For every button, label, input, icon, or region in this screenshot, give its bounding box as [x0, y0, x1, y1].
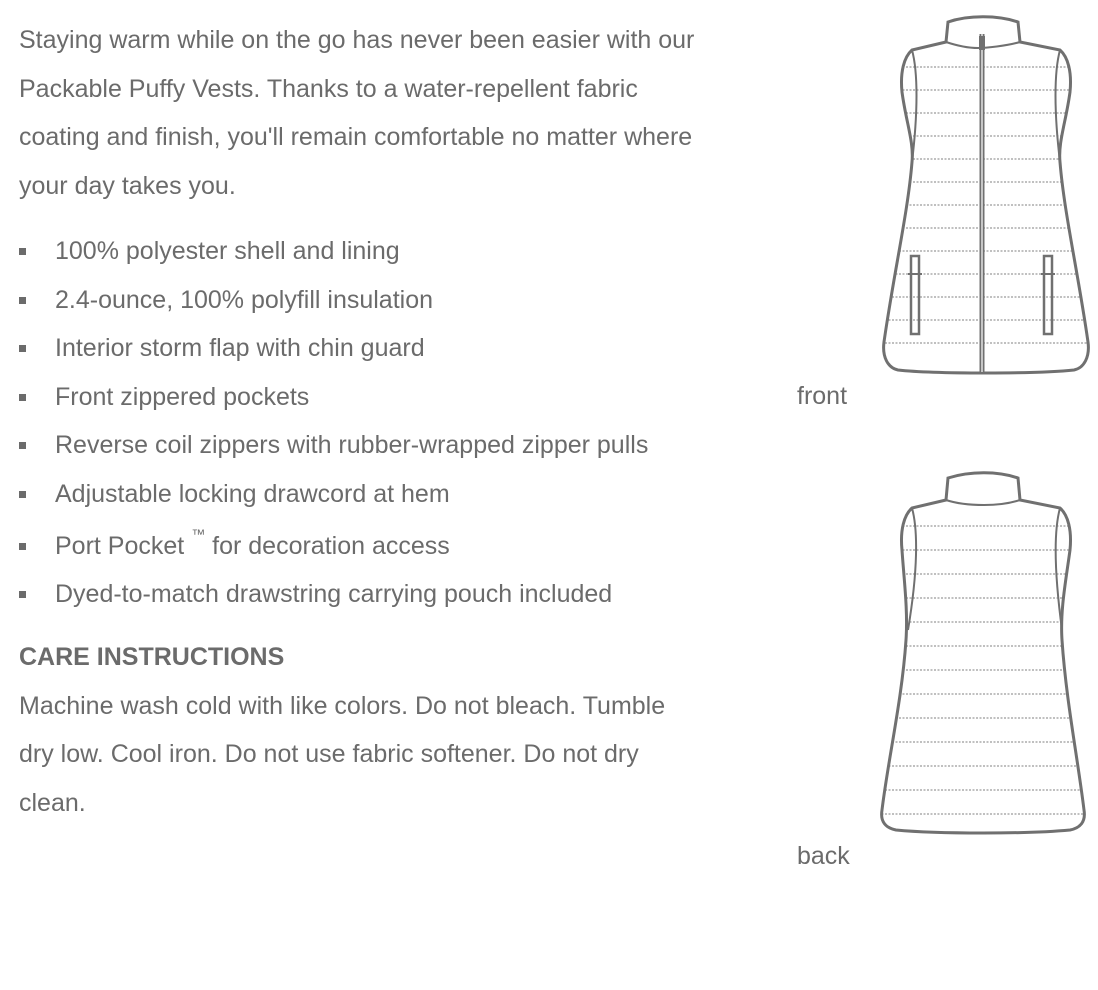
- feature-item-port-pocket: Port Pocket ™ for decoration access: [19, 518, 735, 574]
- product-description: [19, 16, 735, 827]
- bullet-icon: [19, 297, 26, 304]
- bullet-icon: [19, 491, 26, 498]
- bullet-icon: [19, 543, 26, 550]
- intro-line: Packable Puffy Vests. Thanks to a water-repellent fabric: [19, 74, 638, 103]
- care-instructions-text: [19, 682, 735, 828]
- care-instructions-heading: CARE INSTRUCTIONS: [19, 643, 285, 671]
- feature-item: Adjustable locking drawcord at hem: [19, 470, 735, 519]
- feature-item: Front zippered pockets: [19, 373, 735, 422]
- intro-paragraph: [19, 16, 735, 210]
- feature-item: 100% polyester shell and lining: [19, 227, 735, 276]
- back-caption: back: [797, 842, 850, 870]
- feature-item: Dyed-to-match drawstring carrying pouch included: [19, 574, 735, 614]
- bullet-icon: [19, 394, 26, 401]
- bullet-icon: [19, 345, 26, 352]
- intro-line: your day takes you.: [19, 171, 236, 200]
- bullet-icon: [19, 248, 26, 255]
- feature-item: Interior storm flap with chin guard: [19, 324, 735, 373]
- vest-back-illustration: [878, 470, 1094, 836]
- front-caption: front: [797, 382, 848, 410]
- bullet-icon: [19, 591, 26, 598]
- vest-front-illustration: [878, 12, 1094, 376]
- care-line: clean.: [19, 788, 86, 817]
- feature-item: Reverse coil zippers with rubber-wrapped zipper pulls: [19, 421, 735, 470]
- vest-back-drawing: [878, 470, 1094, 836]
- trademark-symbol: ™: [191, 525, 206, 542]
- vest-front-drawing: [878, 12, 1094, 376]
- care-line: Machine wash cold with like colors. Do not bleach. Tumble: [19, 691, 666, 720]
- bullet-icon: [19, 442, 26, 449]
- care-line: dry low. Cool iron. Do not use fabric softener. Do not dry: [19, 740, 639, 768]
- intro-line: coating and finish, you'll remain comfortable no matter where: [19, 123, 693, 151]
- feature-list: [19, 227, 735, 614]
- feature-item: 2.4-ounce, 100% polyfill insulation: [19, 276, 735, 325]
- intro-line: Staying warm while on the go has never been easier with our: [19, 26, 695, 54]
